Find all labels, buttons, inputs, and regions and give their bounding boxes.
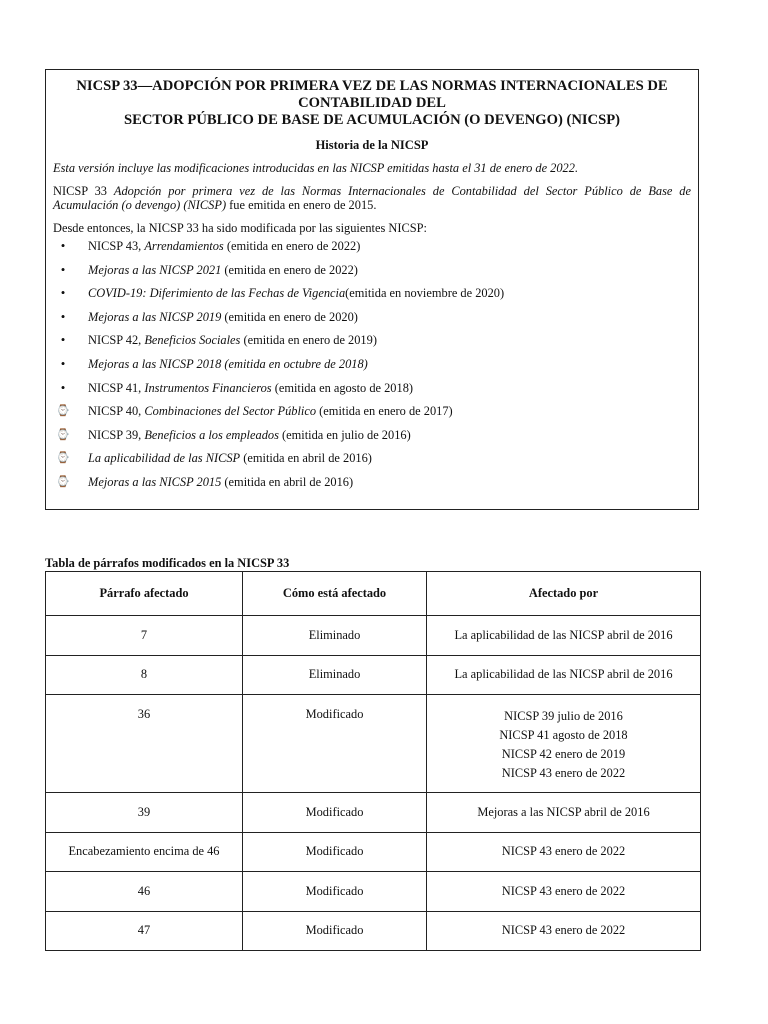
cell-by (427, 695, 701, 793)
table-caption: Tabla de párrafos modificados en la NICSP 33 (45, 556, 290, 570)
amendment-date: (emitida en agosto de 2018) (271, 380, 414, 395)
amendment-title: La aplicabilidad de las NICSP (88, 451, 241, 466)
table-row (46, 616, 701, 656)
list-item (53, 263, 691, 287)
list-item (53, 357, 691, 381)
history-box (45, 69, 699, 510)
bullet-icon: • (60, 379, 66, 395)
amendment-date: (emitida en noviembre de 2020) (345, 286, 505, 301)
cell-paragraph: 47 (46, 911, 243, 951)
amendment-date: (emitida en enero de 2022) (221, 262, 358, 277)
amendment-date: (emitida en enero de 2019) (240, 333, 377, 348)
cell-how: Modificado (243, 911, 427, 951)
amendment-date: (emitida en enero de 2022) (223, 239, 361, 253)
cell-how: Modificado (243, 695, 427, 793)
amendment-title: Arrendamientos (144, 239, 224, 253)
issued-suffix: fue emitida en enero de 2015. (226, 198, 377, 212)
list-item (53, 475, 691, 499)
amendment-title: Mejoras a las NICSP 2018 (emitida en octubre de 2018) (88, 356, 368, 371)
since-text: Desde entonces, la NICSP 33 ha sido modificada por las siguientes NICSP: (53, 220, 427, 235)
cell-by (427, 655, 701, 695)
issued-standard-title: Adopción por primera vez de las Normas Internacionales de Contabilidad del Sector Público de Base de Acumulación (o devengo) (NICSP) (53, 183, 692, 212)
amendment-title: Combinaciones del Sector Público (144, 404, 317, 419)
amendment-prefix: NICSP 39, (88, 427, 145, 442)
cell-by-line: NICSP 42 enero de 2019 (501, 747, 626, 761)
cell-by-line: La aplicabilidad de las NICSP abril de 2016 (454, 667, 673, 682)
cell-paragraph: 36 (46, 695, 243, 793)
amendment-prefix: NICSP 41, (88, 380, 145, 395)
bullet-icon: • (60, 261, 66, 277)
bullet-icon: • (60, 308, 66, 324)
cell-by-line: NICSP 41 agosto de 2018 (499, 728, 628, 742)
amendment-prefix: NICSP 40, (88, 404, 145, 419)
table-row (46, 832, 701, 872)
cell-how: Modificado (243, 872, 427, 912)
cell-by (427, 616, 701, 656)
title-line: SECTOR PÚBLICO DE BASE DE ACUMULACIÓN (O DEVENGO) (NICSP) (124, 112, 620, 128)
cell-by-line: NICSP 43 enero de 2022 (501, 923, 626, 938)
cell-by-line: La aplicabilidad de las NICSP abril de 2016 (454, 627, 673, 642)
cell-by-line: NICSP 43 enero de 2022 (501, 766, 626, 780)
cell-paragraph: 46 (46, 872, 243, 912)
cell-paragraph: Encabezamiento encima de 46 (46, 832, 243, 872)
column-header-how: Cómo está afectado (243, 572, 427, 616)
cell-how: Modificado (243, 793, 427, 833)
cell-paragraph: 7 (46, 616, 243, 656)
amendments-list (53, 239, 691, 499)
table-header-row (46, 572, 701, 616)
table-row (46, 793, 701, 833)
list-item (53, 428, 691, 452)
amendment-date: (emitida en julio de 2016) (278, 427, 411, 442)
bullet-icon: • (60, 285, 66, 301)
bullet-icon: • (60, 332, 66, 348)
cell-by (427, 793, 701, 833)
list-item (53, 239, 691, 263)
amendment-date: (emitida en abril de 2016) (240, 451, 372, 466)
issued-statement (53, 184, 691, 213)
amended-paragraphs-table (45, 571, 701, 951)
cell-paragraph: 8 (46, 655, 243, 695)
cell-by (427, 872, 701, 912)
clock-bullet-icon: ⌚ (56, 475, 70, 488)
amendment-prefix: NICSP 42, (88, 333, 145, 348)
amendment-date: (emitida en abril de 2016) (221, 474, 354, 489)
issued-prefix: NICSP 33 (53, 183, 114, 198)
amendment-title: Beneficios a los empleados (144, 427, 279, 442)
cell-by-line: NICSP 43 enero de 2022 (501, 883, 626, 898)
amendment-title: Mejoras a las NICSP 2019 (88, 309, 222, 324)
cell-by (427, 911, 701, 951)
cell-by (427, 832, 701, 872)
clock-bullet-icon: ⌚ (56, 452, 70, 465)
list-item (53, 333, 691, 357)
list-item (53, 310, 691, 334)
column-header-paragraph: Párrafo afectado (46, 572, 243, 616)
cell-by-line: Mejoras a las NICSP abril de 2016 (477, 804, 650, 819)
cell-how: Eliminado (243, 616, 427, 656)
cell-paragraph: 39 (46, 793, 243, 833)
cell-how: Eliminado (243, 655, 427, 695)
clock-bullet-icon: ⌚ (56, 428, 70, 441)
amendment-title: Mejoras a las NICSP 2021 (88, 262, 222, 277)
clock-bullet-icon: ⌚ (56, 405, 70, 418)
history-heading: Historia de la NICSP (315, 138, 429, 152)
amendment-date: (emitida en enero de 2020) (221, 309, 358, 324)
table-row (46, 872, 701, 912)
list-item (53, 381, 691, 405)
list-item (53, 286, 691, 310)
cell-how: Modificado (243, 832, 427, 872)
bullet-icon: • (60, 355, 66, 371)
list-item (53, 404, 691, 428)
cell-by-line: NICSP 39 julio de 2016 (504, 709, 623, 723)
amendment-title: Beneficios Sociales (144, 333, 241, 348)
amendment-title: COVID-19: Diferimiento de las Fechas de Vigencia (88, 286, 346, 301)
version-note: Esta versión incluye las modificaciones introducidas en las NICSP emitidas hasta el 31 de enero de 2022. (53, 161, 579, 175)
amendment-prefix: NICSP 43, (88, 239, 145, 253)
title-line: NICSP 33—ADOPCIÓN POR PRIMERA VEZ DE LAS NORMAS INTERNACIONALES DE CONTABILIDAD DEL (76, 78, 668, 111)
document-title (53, 78, 691, 129)
table-row (46, 655, 701, 695)
amendment-title: Instrumentos Financieros (144, 380, 272, 395)
column-header-by: Afectado por (427, 572, 701, 616)
list-item (53, 451, 691, 475)
cell-by-line: NICSP 43 enero de 2022 (501, 844, 626, 859)
bullet-icon: • (60, 238, 66, 253)
table-row (46, 695, 701, 793)
amendment-date: (emitida en enero de 2017) (316, 404, 453, 419)
table-row (46, 911, 701, 951)
amendment-title: Mejoras a las NICSP 2015 (88, 474, 222, 489)
